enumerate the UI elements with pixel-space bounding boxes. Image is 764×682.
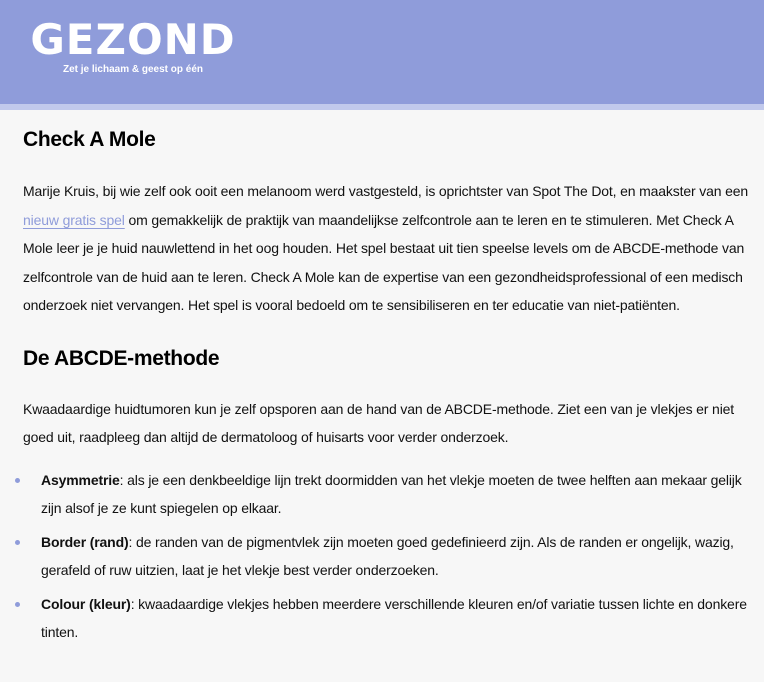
paragraph-abcde-intro: Kwaadaardige huidtumoren kun je zelf opsporen aan de hand van de ABCDE-methode. Ziet een van je vlekjes er niet goed uit, raadpleeg dan altijd de dermatoloog of huisarts voor verder onderzoek. (23, 400, 735, 445)
logo-tagline: Zet je lichaam & geest op één (62, 64, 204, 75)
intro-text-after-link: om gemakkelijk de praktijk van maandelijkse zelfcontrole aan te leren en te stimuleren. Met Check A Mole leer je je huid nauwlettend in het oog houden. Het spel bestaat uit tien speelse levels om de ABCDE-methode van zelfcontrole van de huid aan te leren. Check A Mole kan de expertise van een gezondheidsprofessional of een medisch onderzoek niet vervangen. Het spel is vooral bedoeld om te sensibiliseren en ter educatie van niet-patiënten. (23, 211, 745, 313)
game-link[interactable]: nieuw gratis spel (23, 211, 125, 228)
list-item-term: Asymmetrie (41, 471, 120, 488)
abcde-list (23, 466, 758, 646)
site-logo[interactable] (22, 15, 244, 76)
bullet-icon (15, 478, 20, 483)
list-item-colour (23, 590, 758, 646)
paragraph-check-a-mole (23, 177, 758, 320)
heading-abcde-method: De ABCDE-methode (23, 346, 220, 370)
article-content (23, 110, 758, 652)
list-item-term: Colour (kleur) (41, 595, 131, 612)
list-item-text: : als je een denkbeeldige lijn trekt doormidden van het vlekje moeten de twee helften aan mekaar gelijk zijn alsof je ze kunt spiegelen op elkaar. (41, 471, 742, 516)
list-item-term: Border (rand) (41, 533, 129, 550)
site-header (0, 0, 764, 104)
bullet-icon (15, 602, 20, 607)
logo-wordmark: GEZOND (30, 15, 236, 64)
list-item-border (23, 528, 758, 584)
intro-text-before-link: Marije Kruis, bij wie zelf ook ooit een melanoom werd vastgesteld, is oprichtster van Spot The Dot, en maakster van een (23, 183, 749, 199)
heading-check-a-mole: Check A Mole (23, 128, 156, 151)
bullet-icon (15, 540, 20, 545)
list-item-text: : de randen van de pigmentvlek zijn moeten goed gedefinieerd zijn. Als de randen er ongelijk, wazig, gerafeld of ruw uitzien, laat je het vlekje best verder onderzoeken. (41, 533, 734, 578)
list-item-asymmetrie (23, 466, 758, 522)
list-item-text: : kwaadaardige vlekjes hebben meerdere verschillende kleuren en/of variatie tussen lichte en donkere tinten. (41, 595, 747, 640)
